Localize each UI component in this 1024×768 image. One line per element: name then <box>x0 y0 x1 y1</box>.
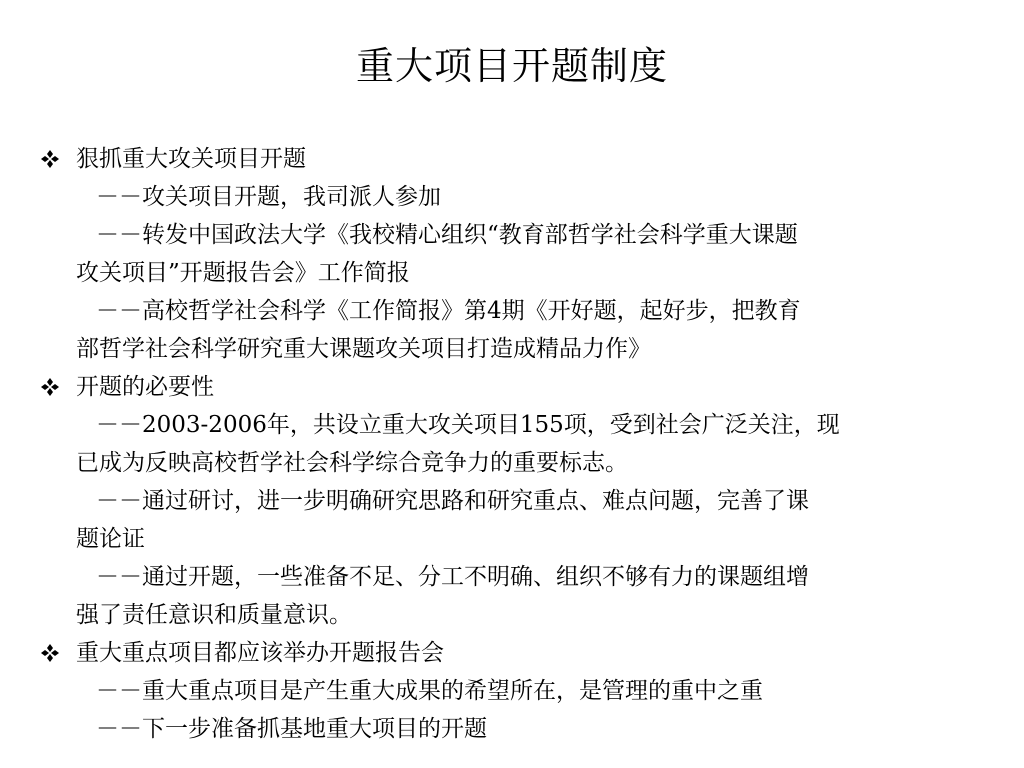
section-2-items <box>40 406 984 634</box>
section-heading: 狠抓重大攻关项目开题 <box>76 146 306 172</box>
diamond-bullet-icon <box>40 643 60 663</box>
bullet-section-2 <box>40 368 984 406</box>
list-item: －－攻关项目开题，我司派人参加 <box>96 184 441 210</box>
list-item: －－2003-2006年，共设立重大攻关项目155项，受到社会广泛关注，现 <box>96 412 840 438</box>
list-item-continuation: 题论证 <box>76 526 145 552</box>
list-item: －－高校哲学社会科学《工作简报》第4期《开好题，起好步，把教育 <box>96 298 801 324</box>
bullet-section-1 <box>40 140 984 178</box>
section-1-items <box>40 178 984 368</box>
list-item-continuation: 已成为反映高校哲学社会科学综合竞争力的重要标志。 <box>76 450 628 476</box>
list-item: －－重大重点项目是产生重大成果的希望所在，是管理的重中之重 <box>96 678 763 704</box>
slide-title: 重大项目开题制度 <box>355 44 668 88</box>
list-item-continuation: 攻关项目”开题报告会》工作简报 <box>76 260 410 286</box>
bullet-section-3 <box>40 634 984 672</box>
section-heading: 开题的必要性 <box>76 374 214 400</box>
diamond-bullet-icon <box>40 377 60 397</box>
list-item: －－通过研讨，进一步明确研究思路和研究重点、难点问题，完善了课 <box>96 488 809 514</box>
list-item: －－转发中国政法大学《我校精心组织“教育部哲学社会科学重大课题 <box>96 222 798 248</box>
section-3-items <box>40 672 984 748</box>
list-item: －－通过开题，一些准备不足、分工不明确、组织不够有力的课题组增 <box>96 564 809 590</box>
section-heading: 重大重点项目都应该举办开题报告会 <box>76 640 444 666</box>
slide-body <box>40 140 984 748</box>
list-item-continuation: 强了责任意识和质量意识。 <box>76 602 352 628</box>
list-item: －－下一步准备抓基地重大项目的开题 <box>96 716 487 742</box>
diamond-bullet-icon <box>40 149 60 169</box>
list-item-continuation: 部哲学社会科学研究重大课题攻关项目打造成精品力作》 <box>76 336 651 362</box>
